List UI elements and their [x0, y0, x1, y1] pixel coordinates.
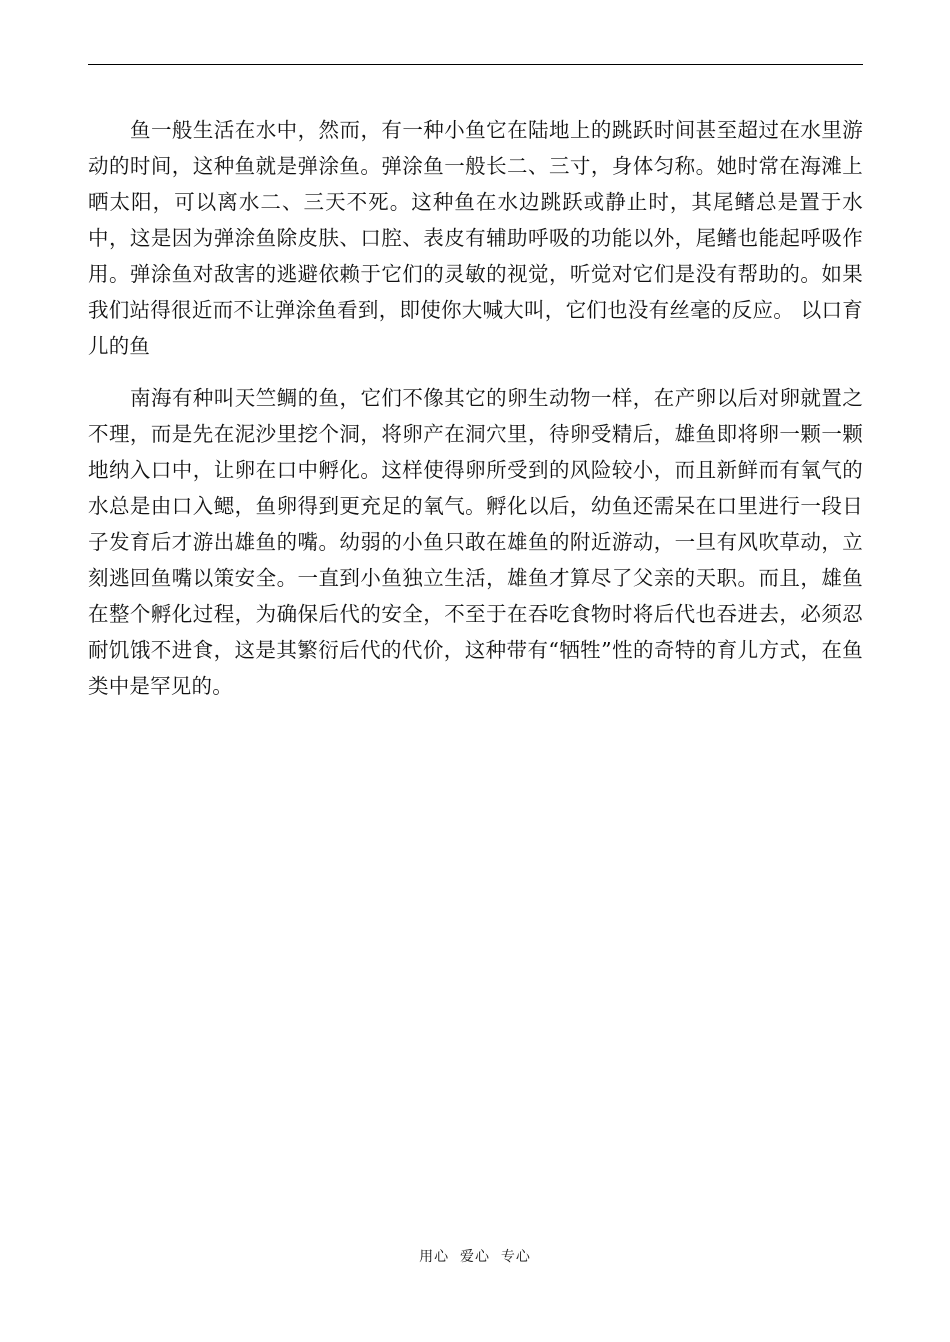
paragraph-mudskipper: 鱼一般生活在水中，然而，有一种小鱼它在陆地上的跳跃时间甚至超过在水里游动的时间，这种鱼就是弹涂鱼。弹涂鱼一般长二、三寸，身体匀称。她时常在海滩上晒太阳，可以离水二、三天不死。这种鱼在水边跳跃或静止时，其尾鳍总是置于水中，这是因为弹涂鱼除皮肤、口腔、表皮有辅助呼吸的功能以外，尾鳍也能起呼吸作用。弹涂鱼对敌害的逃避依赖于它们的灵敏的视觉，听觉对它们是没有帮助的。如果我们站得很近而不让弹涂鱼看到，即使你大喊大叫，它们也没有丝毫的反应。 以口育儿的鱼 [88, 118, 863, 358]
paragraph-cardinalfish: 南海有种叫天竺鲷的鱼，它们不像其它的卵生动物一样，在产卵以后对卵就置之不理，而是先在泥沙里挖个洞，将卵产在洞穴里，待卵受精后，雄鱼即将卵一颗一颗地纳入口中，让卵在口中孵化。这样使得卵所受到的风险较小，而且新鲜而有氧气的水总是由口入鳃，鱼卵得到更充足的氧气。孵化以后，幼鱼还需呆在口里进行一段日子发育后才游出雄鱼的嘴。幼弱的小鱼只敢在雄鱼的附近游动，一旦有风吹草动，立刻逃回鱼嘴以策安全。一直到小鱼独立生活，雄鱼才算尽了父亲的天职。而且，雄鱼在整个孵化过程，为确保后代的安全，不至于在吞吃食物时将后代也吞进去，必须忍耐饥饿不进食，这是其繁衍后代的代价，这种带有“牺牲”性的奇特的育儿方式，在鱼类中是罕见的。 [88, 386, 863, 698]
document-body [88, 112, 863, 704]
header-rule [88, 64, 863, 65]
page-footer: 用心 爱心 专心 [419, 1249, 531, 1265]
